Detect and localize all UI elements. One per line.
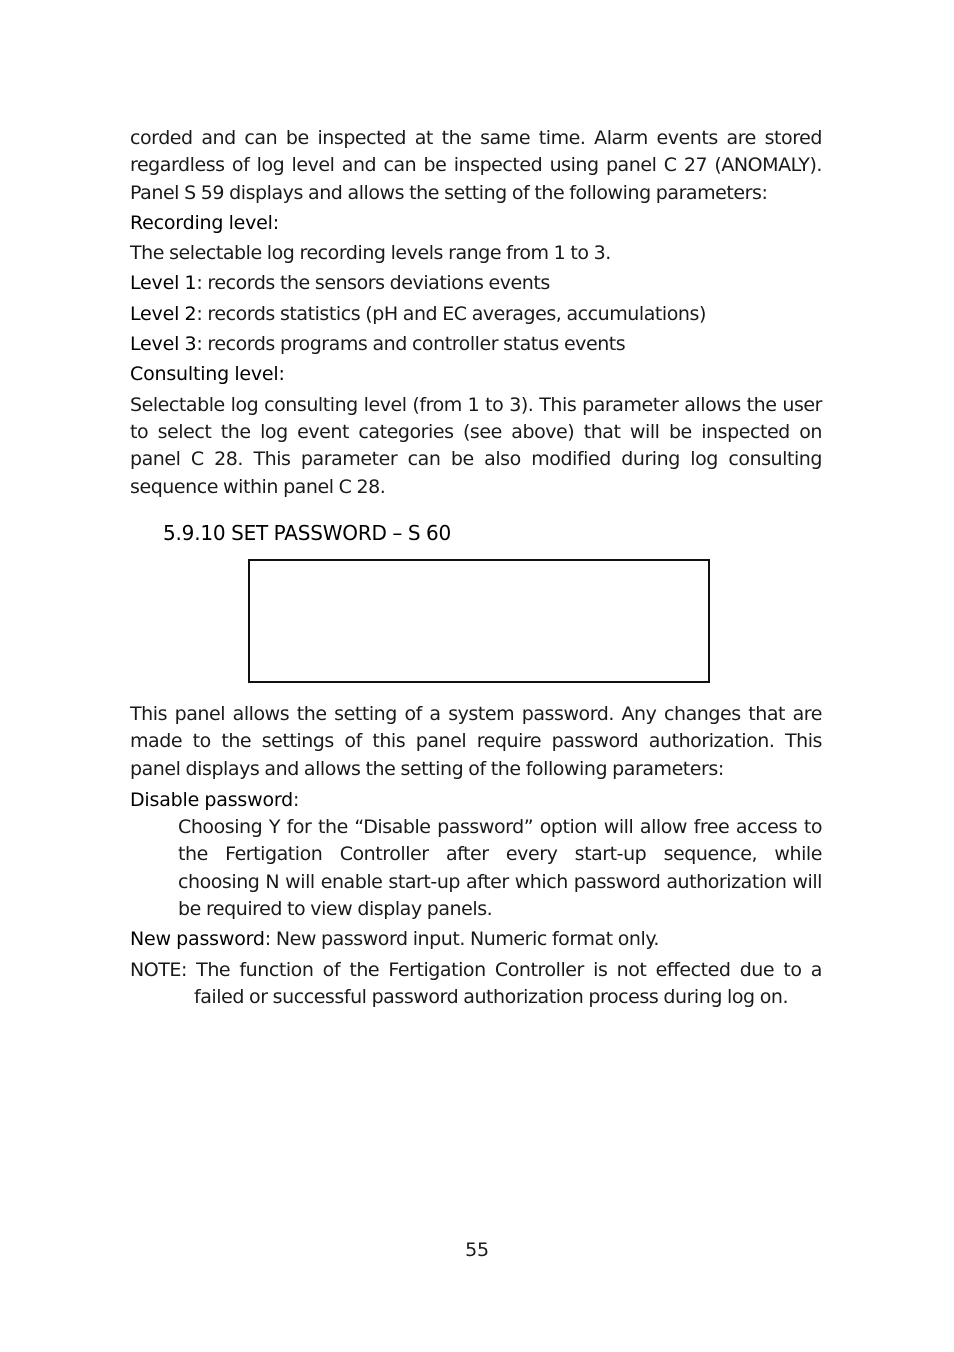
log-intro-paragraph: corded and can be inspected at the same time. Alarm events are stored regardless of log level and can be inspected using panel C 27 (ANOMALY). Panel S 59 displays and allows the setting of the following parameters:	[130, 127, 822, 204]
consulting-level-description: Selectable log consulting level (from 1 to 3). This parameter allows the user to select the log event categories (see above) that will be inspected on panel C 28. This parameter can be also modified during log consulting sequence within panel C 28.	[130, 393, 822, 498]
section-heading: 5.9.10 SET PASSWORD – S 60	[163, 521, 452, 545]
disable-password-colon: :	[293, 788, 299, 811]
level-2-term: Level 2	[130, 302, 197, 325]
level-2-description: : records statistics (pH and EC averages, accumulations)	[196, 302, 706, 325]
page-number: 55	[465, 1239, 489, 1261]
note-paragraph: NOTE: The function of the Fertigation Controller is not effected due to a failed or successful password authorization process during log on.	[130, 958, 822, 1008]
log-parameters-section	[130, 125, 822, 501]
level-2-line	[130, 301, 822, 328]
panel-display-box	[248, 559, 710, 683]
disable-password-term: Disable password	[130, 788, 294, 811]
recording-level-description: The selectable log recording levels range from 1 to 3.	[130, 242, 611, 265]
password-intro-paragraph: This panel allows the setting of a system password. Any changes that are made to the settings of this panel require password authorization. This panel displays and allows the setting of the following parameters:	[130, 703, 822, 780]
level-1-line	[130, 270, 822, 297]
new-password-description: : New password input. Numeric format only.	[264, 928, 659, 951]
level-1-term: Level 1	[130, 272, 197, 295]
consulting-level-term: Consulting level:	[130, 363, 285, 386]
disable-password-description: Choosing Y for the “Disable password” option will allow free access to the Fertigation Controller after every start-up sequence, while choosing N will enable start-up after which password authorization will be required to view display panels.	[178, 816, 822, 921]
password-section	[130, 701, 822, 1011]
recording-level-term: Recording level:	[130, 211, 279, 234]
new-password-line	[130, 926, 822, 953]
level-3-description: : records programs and controller status events	[196, 333, 626, 356]
disable-password-line	[130, 787, 822, 814]
level-1-description: : records the sensors deviations events	[196, 272, 550, 295]
level-3-line	[130, 331, 822, 358]
new-password-term: New password	[130, 928, 265, 951]
level-3-term: Level 3	[130, 333, 197, 356]
